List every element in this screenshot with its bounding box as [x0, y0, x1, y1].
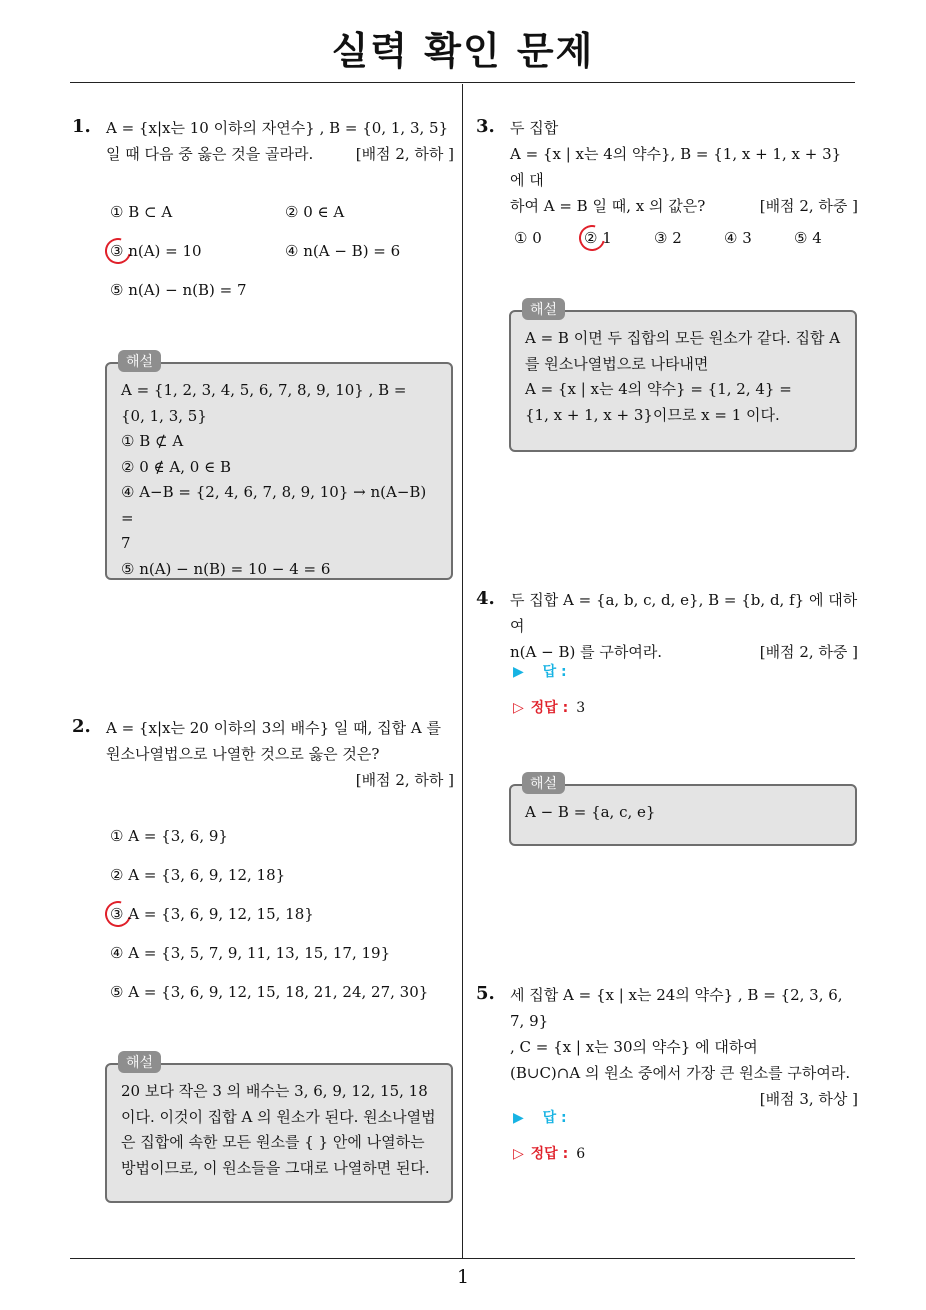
- footer-rule: [70, 1258, 855, 1259]
- score-meta: [배점 2, 하하 ]: [355, 771, 454, 789]
- option-3[interactable]: ③ 2: [654, 229, 682, 247]
- explanation-line: 은 집합에 속한 모든 원소를 { } 안에 나열하는: [121, 1133, 425, 1151]
- explanation-line: 방법이므로, 이 원소들을 그대로 나열하면 된다.: [121, 1158, 430, 1177]
- outline-arrow-icon: ▷: [513, 700, 524, 716]
- correct-label: 정답 :: [530, 700, 569, 716]
- question-line: 원소나열법으로 나열한 것으로 옳은 것은?: [106, 745, 380, 763]
- question-line: A = {x|x는 10 이하의 자연수} , B = {0, 1, 3, 5}: [106, 119, 449, 137]
- explanation-tag: 해설: [118, 1051, 161, 1073]
- explanation-line: ④ A−B = {2, 4, 6, 7, 8, 9, 10} → n(A−B) =: [121, 483, 427, 527]
- option-3[interactable]: ③ A = {3, 6, 9, 12, 15, 18}: [110, 905, 314, 923]
- option-4[interactable]: ④ 3: [724, 229, 752, 247]
- explanation-line: 20 보다 작은 3 의 배수는 3, 6, 9, 12, 15, 18: [121, 1082, 428, 1100]
- question-line: (B∪C)∩A 의 원소 중에서 가장 큰 원소를 구하여라.: [510, 1064, 851, 1082]
- column-divider: [462, 84, 463, 1259]
- option-5[interactable]: ⑤ A = {3, 6, 9, 12, 15, 18, 21, 24, 27, 30}: [110, 983, 429, 1001]
- explanation-line: A = B 이면 두 집합의 모든 원소가 같다. 집합 A: [525, 329, 841, 347]
- option-5[interactable]: ⑤ n(A) − n(B) = 7: [110, 281, 247, 299]
- question-line: 두 집합: [510, 119, 559, 137]
- header-rule: [70, 82, 855, 83]
- score-meta: [배점 2, 하중 ]: [759, 197, 858, 215]
- correct-answer: [513, 1143, 585, 1163]
- answer-label: 답 :: [542, 664, 567, 680]
- question-line: , C = {x | x는 30의 약수} 에 대하여: [510, 1038, 758, 1056]
- play-arrow-icon: ▶: [513, 1110, 524, 1126]
- correct-value: 6: [576, 1146, 586, 1162]
- explanation-line: ⑤ n(A) − n(B) = 10 − 4 = 6: [121, 559, 331, 578]
- question-line: n(A − B) 를 구하여라.: [510, 643, 663, 661]
- outline-arrow-icon: ▷: [513, 1146, 524, 1162]
- option-1[interactable]: ① B ⊂ A: [110, 203, 173, 221]
- answer-label: 답 :: [542, 1110, 567, 1126]
- question-line: 세 집합 A = {x | x는 24의 약수} , B = {2, 3, 6, 7, 9}: [510, 986, 843, 1030]
- explanation-line: {0, 1, 3, 5}: [121, 406, 207, 425]
- page-title: 실력 확인 문제: [331, 29, 595, 73]
- explanation-box: [105, 362, 453, 580]
- question-line: 일 때 다음 중 옳은 것을 골라라.: [106, 145, 314, 163]
- question-number: 5.: [476, 983, 495, 1004]
- option-4[interactable]: ④ A = {3, 5, 7, 9, 11, 13, 15, 17, 19}: [110, 944, 391, 962]
- option-2[interactable]: ② A = {3, 6, 9, 12, 18}: [110, 866, 286, 884]
- correct-answer: [513, 697, 585, 717]
- explanation-line: A − B = {a, c, e}: [525, 803, 656, 821]
- question-number: 1.: [72, 116, 91, 137]
- question-number: 2.: [72, 716, 91, 737]
- explanation-line: A = {x | x는 4의 약수} = {1, 2, 4} =: [525, 380, 792, 398]
- explanation-tag: 해설: [522, 298, 565, 320]
- score-meta: [배점 2, 하중 ]: [759, 643, 858, 661]
- question-number: 3.: [476, 116, 495, 137]
- correct-label: 정답 :: [530, 1146, 569, 1162]
- question-line: A = {x|x는 20 이하의 3의 배수} 일 때, 집합 A 를: [106, 719, 442, 737]
- option-1[interactable]: ① A = {3, 6, 9}: [110, 827, 228, 845]
- option-3[interactable]: ③ n(A) = 10: [110, 242, 202, 260]
- answer-field[interactable]: [513, 661, 567, 681]
- option-2[interactable]: ② 1: [584, 229, 612, 247]
- page-number: 1: [456, 1266, 470, 1288]
- option-4[interactable]: ④ n(A − B) = 6: [285, 242, 401, 260]
- explanation-tag: 해설: [522, 772, 565, 794]
- explanation-line: 를 원소나열법으로 나타내면: [525, 354, 709, 373]
- question-text: [106, 115, 454, 167]
- question-text: [510, 982, 858, 1112]
- explanation-box: [105, 1063, 453, 1203]
- question-text: [510, 115, 858, 219]
- explanation-line: {1, x + 1, x + 3}이므로 x = 1 이다.: [525, 405, 780, 424]
- explanation-line: ② 0 ∉ A, 0 ∈ B: [121, 457, 231, 476]
- explanation-line: A = {1, 2, 3, 4, 5, 6, 7, 8, 9, 10} , B =: [121, 381, 407, 399]
- question-line: A = {x | x는 4의 약수}, B = {1, x + 1, x + 3} 에 대: [510, 145, 842, 189]
- question-text: [106, 715, 454, 793]
- explanation-line: 7: [121, 534, 131, 552]
- explanation-box: [509, 310, 857, 452]
- explanation-line: ① B ⊄ A: [121, 432, 184, 450]
- question-line: 두 집합 A = {a, b, c, d, e}, B = {b, d, f} 에 대하여: [510, 591, 858, 635]
- option-5[interactable]: ⑤ 4: [794, 229, 822, 247]
- score-meta: [배점 3, 하상 ]: [759, 1090, 858, 1108]
- question-text: [510, 587, 858, 665]
- explanation-tag: 해설: [118, 350, 161, 372]
- answer-field[interactable]: [513, 1107, 567, 1127]
- question-number: 4.: [476, 588, 495, 609]
- play-arrow-icon: ▶: [513, 664, 524, 680]
- option-1[interactable]: ① 0: [514, 229, 542, 247]
- question-line: 하여 A = B 일 때, x 의 값은?: [510, 197, 706, 215]
- option-2[interactable]: ② 0 ∈ A: [285, 203, 345, 221]
- correct-value: 3: [576, 700, 586, 716]
- score-meta: [배점 2, 하하 ]: [355, 145, 454, 163]
- explanation-line: 이다. 이것이 집합 A 의 원소가 된다. 원소나열법: [121, 1107, 436, 1126]
